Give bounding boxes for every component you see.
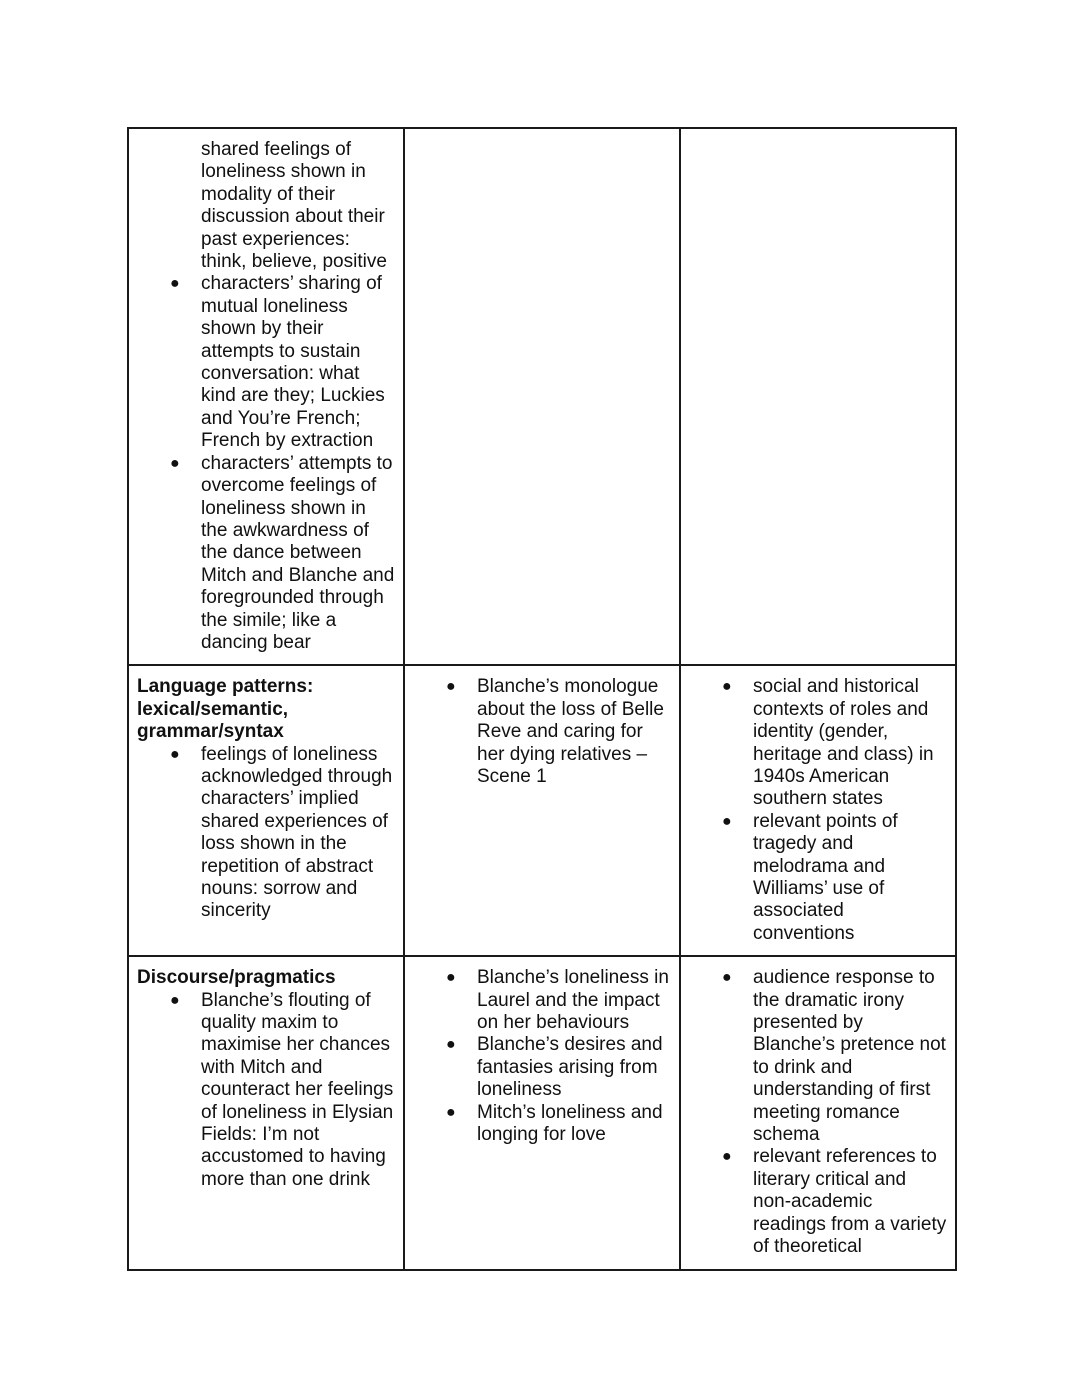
list-item	[170, 989, 395, 1192]
table-cell-framework	[128, 956, 404, 1269]
section-heading: Discourse/pragmatics	[137, 967, 336, 989]
list-item	[722, 810, 947, 945]
table-cell-framework	[128, 128, 404, 665]
list-item-text: Blanche’s monologue about the loss of Belle Reve and caring for her dying relatives – Scene 1	[477, 676, 664, 787]
bullet-icon: ●	[722, 969, 732, 987]
list-item	[170, 743, 395, 923]
list-item-text: characters’ attempts to overcome feelings of loneliness shown in the awkwardness of the dance between Mitch and Blanche and foregrounded through the simile; like a dancing bear	[201, 452, 395, 653]
table-cell-contexts	[680, 665, 956, 956]
bullet-list	[137, 744, 395, 923]
list-item	[170, 273, 395, 452]
list-item	[446, 1101, 671, 1147]
bullet-icon: ●	[722, 1148, 732, 1166]
table-row	[128, 956, 956, 1269]
list-item-text: feelings of loneliness acknowledged through characters’ implied shared experiences of loss shown in the repetition of abstract nouns: sorrow and sincerity	[201, 743, 393, 922]
bullet-list	[137, 273, 395, 654]
bullet-icon: ●	[170, 275, 180, 293]
list-item	[446, 967, 671, 1034]
bullet-icon: ●	[170, 991, 180, 1009]
list-item	[722, 1146, 947, 1258]
list-item	[170, 452, 395, 655]
bullet-list	[689, 967, 947, 1258]
table-row	[128, 665, 956, 956]
bullet-icon: ●	[446, 1103, 456, 1121]
bullet-icon: ●	[722, 678, 732, 696]
bullet-icon: ●	[170, 454, 180, 472]
continued-text: shared feelings of loneliness shown in modality of their discussion about their past experiences: think, believe, positive	[201, 139, 387, 273]
list-item-text: Mitch’s loneliness and longing for love	[477, 1101, 663, 1146]
list-item-text: Blanche’s flouting of quality maxim to maximise her chances with Mitch and counteract her feelings of loneliness in Elysian Fields: I’m not accustomed to having more than one drink	[201, 989, 394, 1190]
list-item	[722, 967, 947, 1146]
list-item-text: social and historical contexts of roles and identity (gender, heritage and class) in 1940s American southern states	[753, 676, 934, 810]
table-cell-extracts	[404, 128, 680, 665]
bullet-list	[137, 990, 395, 1192]
bullet-list	[413, 676, 671, 788]
table-cell-framework	[128, 665, 404, 956]
table-cell-extracts	[404, 665, 680, 956]
table-cell-contexts	[680, 956, 956, 1269]
section-heading: Language patterns: lexical/semantic, grammar/syntax	[137, 676, 314, 743]
bullet-icon: ●	[446, 1036, 456, 1054]
bullet-icon: ●	[170, 745, 180, 763]
bullet-list	[689, 676, 947, 945]
list-item-text: Blanche’s loneliness in Laurel and the impact on her behaviours	[477, 967, 669, 1034]
table-row	[128, 128, 956, 665]
analysis-table	[127, 127, 957, 1271]
list-item-text: relevant references to literary critical and non-academic readings from a variety of theoretical	[753, 1146, 947, 1258]
list-item	[446, 676, 671, 788]
bullet-icon: ●	[446, 678, 456, 696]
list-item-text: characters’ sharing of mutual loneliness shown by their attempts to sustain conversation: what kind are they; Luckies and You’re French; French by extraction	[201, 273, 385, 452]
list-item	[446, 1034, 671, 1101]
table-cell-contexts	[680, 128, 956, 665]
bullet-icon: ●	[446, 969, 456, 987]
table-cell-extracts	[404, 956, 680, 1269]
list-item	[722, 676, 947, 810]
bullet-list	[413, 967, 671, 1146]
list-item-text: audience response to the dramatic irony presented by Blanche’s pretence not to drink and understanding of first meeting romance schema	[753, 967, 946, 1146]
list-item-text: Blanche’s desires and fantasies arising from loneliness	[477, 1034, 663, 1101]
bullet-icon: ●	[722, 812, 732, 830]
list-item-text: relevant points of tragedy and melodrama and Williams’ use of associated conventions	[753, 810, 898, 944]
